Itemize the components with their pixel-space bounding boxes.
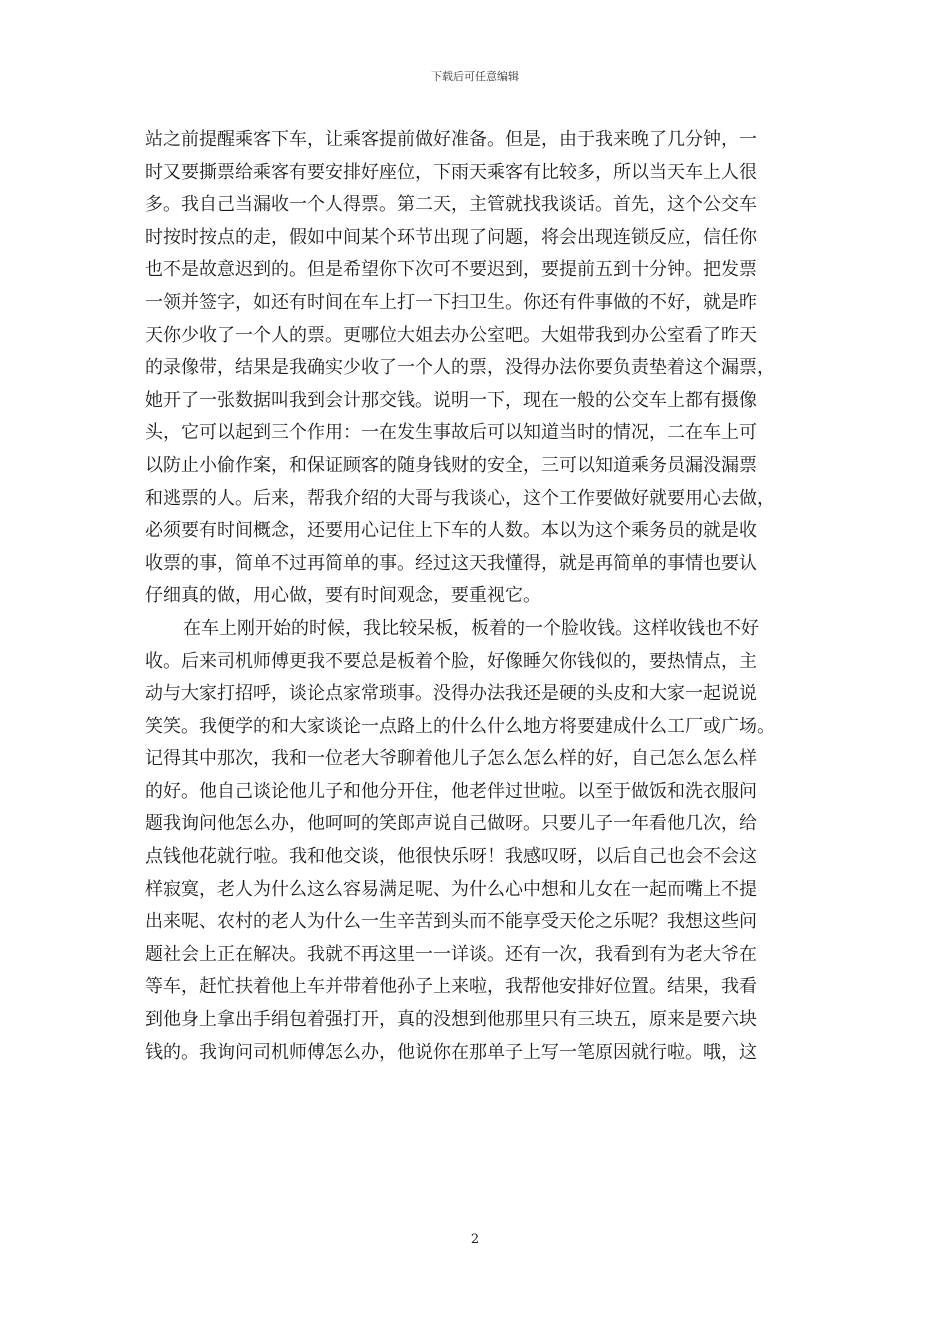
text-line: 收票的事，简单不过再简单的事。经过这天我懂得，就是再简单的事情也要认	[145, 552, 757, 574]
text-line: 仔细真的做，用心做，要有时间观念，要重视它。	[145, 585, 541, 607]
text-line: 多。我自己当漏收一个人得票。第二天，主管就找我谈话。首先，这个公交车	[145, 194, 757, 216]
text-line: 笑笑。我便学的和大家谈论一点路上的什么什么地方将要建成什么工厂或广场。	[145, 715, 775, 737]
text-line: 的录像带，结果是我确实少收了一个人的票，没得办法你要负责垫着这个漏票，	[145, 357, 775, 379]
text-line: 站之前提醒乘客下车，让乘客提前做好准备。但是，由于我来晚了几分钟，一	[145, 129, 757, 150]
text-line: 和逃票的人。后来，帮我介绍的大哥与我谈心，这个工作要做好就要用心去做，	[145, 487, 775, 509]
paragraph-start-line: 在车上刚开始的时候，我比较呆板，板着的一个脸收钱。这样收钱也不好	[183, 617, 759, 639]
text-line: 题社会上正在解决。我就不再这里一一详谈。还有一次，我看到有为老大爷在	[145, 943, 757, 965]
text-line: 题我询问他怎么办，他呵呵的笑郎声说自己做呀。只要儿子一年看他几次，给	[145, 813, 757, 835]
text-line: 一领并签字，如还有时间在车上打一下扫卫生。你还有件事做的不好，就是昨	[145, 291, 757, 313]
text-line: 钱的。我询问司机师傅怎么办，他说你在那单子上写一笔原因就行啦。哦，这	[145, 1041, 757, 1063]
document-body	[145, 124, 808, 1214]
text-line: 样寂寞，老人为什么这么容易满足呢、为什么心中想和儿女在一起而嘴上不提	[145, 878, 757, 900]
page-number: 2	[470, 1232, 480, 1247]
text-line: 必须要有时间概念，还要用心记住上下车的人数。本以为这个乘务员的就是收	[145, 520, 757, 542]
text-line: 以防止小偷作案，和保证顾客的随身钱财的安全，三可以知道乘务员漏没漏票	[145, 454, 757, 476]
text-line: 等车，赶忙扶着他上车并带着他孙子上来啦，我帮他安排好位置。结果，我看	[145, 976, 757, 998]
text-line: 记得其中那次，我和一位老大爷聊着他儿子怎么怎么样的好，自己怎么怎么样	[145, 748, 757, 770]
text-line: 头，它可以起到三个作用：一在发生事故后可以知道当时的情况，二在车上可	[145, 422, 757, 444]
text-line: 点钱他花就行啦。我和他交谈，他很快乐呀！我感叹呀，以后自己也会不会这	[145, 846, 757, 868]
text-line: 时又要撕票给乘客有要安排好座位，下雨天乘客有比较多，所以当天车上人很	[145, 161, 757, 183]
text-line: 出来呢、农村的老人为什么一生辛苦到头而不能享受天伦之乐呢？我想这些问	[145, 911, 757, 933]
text-line: 时按时按点的走，假如中间某个环节出现了问题，将会出现连锁反应，信任你	[145, 226, 757, 248]
text-line: 的好。他自己谈论他儿子和他分开住，他老伴过世啦。以至于做饭和洗衣服问	[145, 780, 757, 802]
text-line: 她开了一张数据叫我到会计那交钱。说明一下，现在一般的公交车上都有摄像	[145, 389, 757, 411]
text-line: 天你少收了一个人的票。更哪位大姐去办公室吧。大姐带我到办公室看了昨天	[145, 324, 757, 346]
text-line: 收。后来司机师傅更我不要总是板着个脸，好像睡欠你钱似的，要热情点，主	[145, 650, 757, 672]
text-line: 动与大家打招呼，谈论点家常琐事。没得办法我还是硬的头皮和大家一起说说	[145, 683, 757, 705]
text-line: 也不是故意迟到的。但是希望你下次可不要迟到，要提前五到十分钟。把发票	[145, 259, 757, 281]
text-line: 到他身上拿出手绢包着强打开，真的没想到他那里只有三块五，原来是要六块	[145, 1009, 757, 1031]
page-header: 下载后可任意编辑	[431, 70, 519, 83]
